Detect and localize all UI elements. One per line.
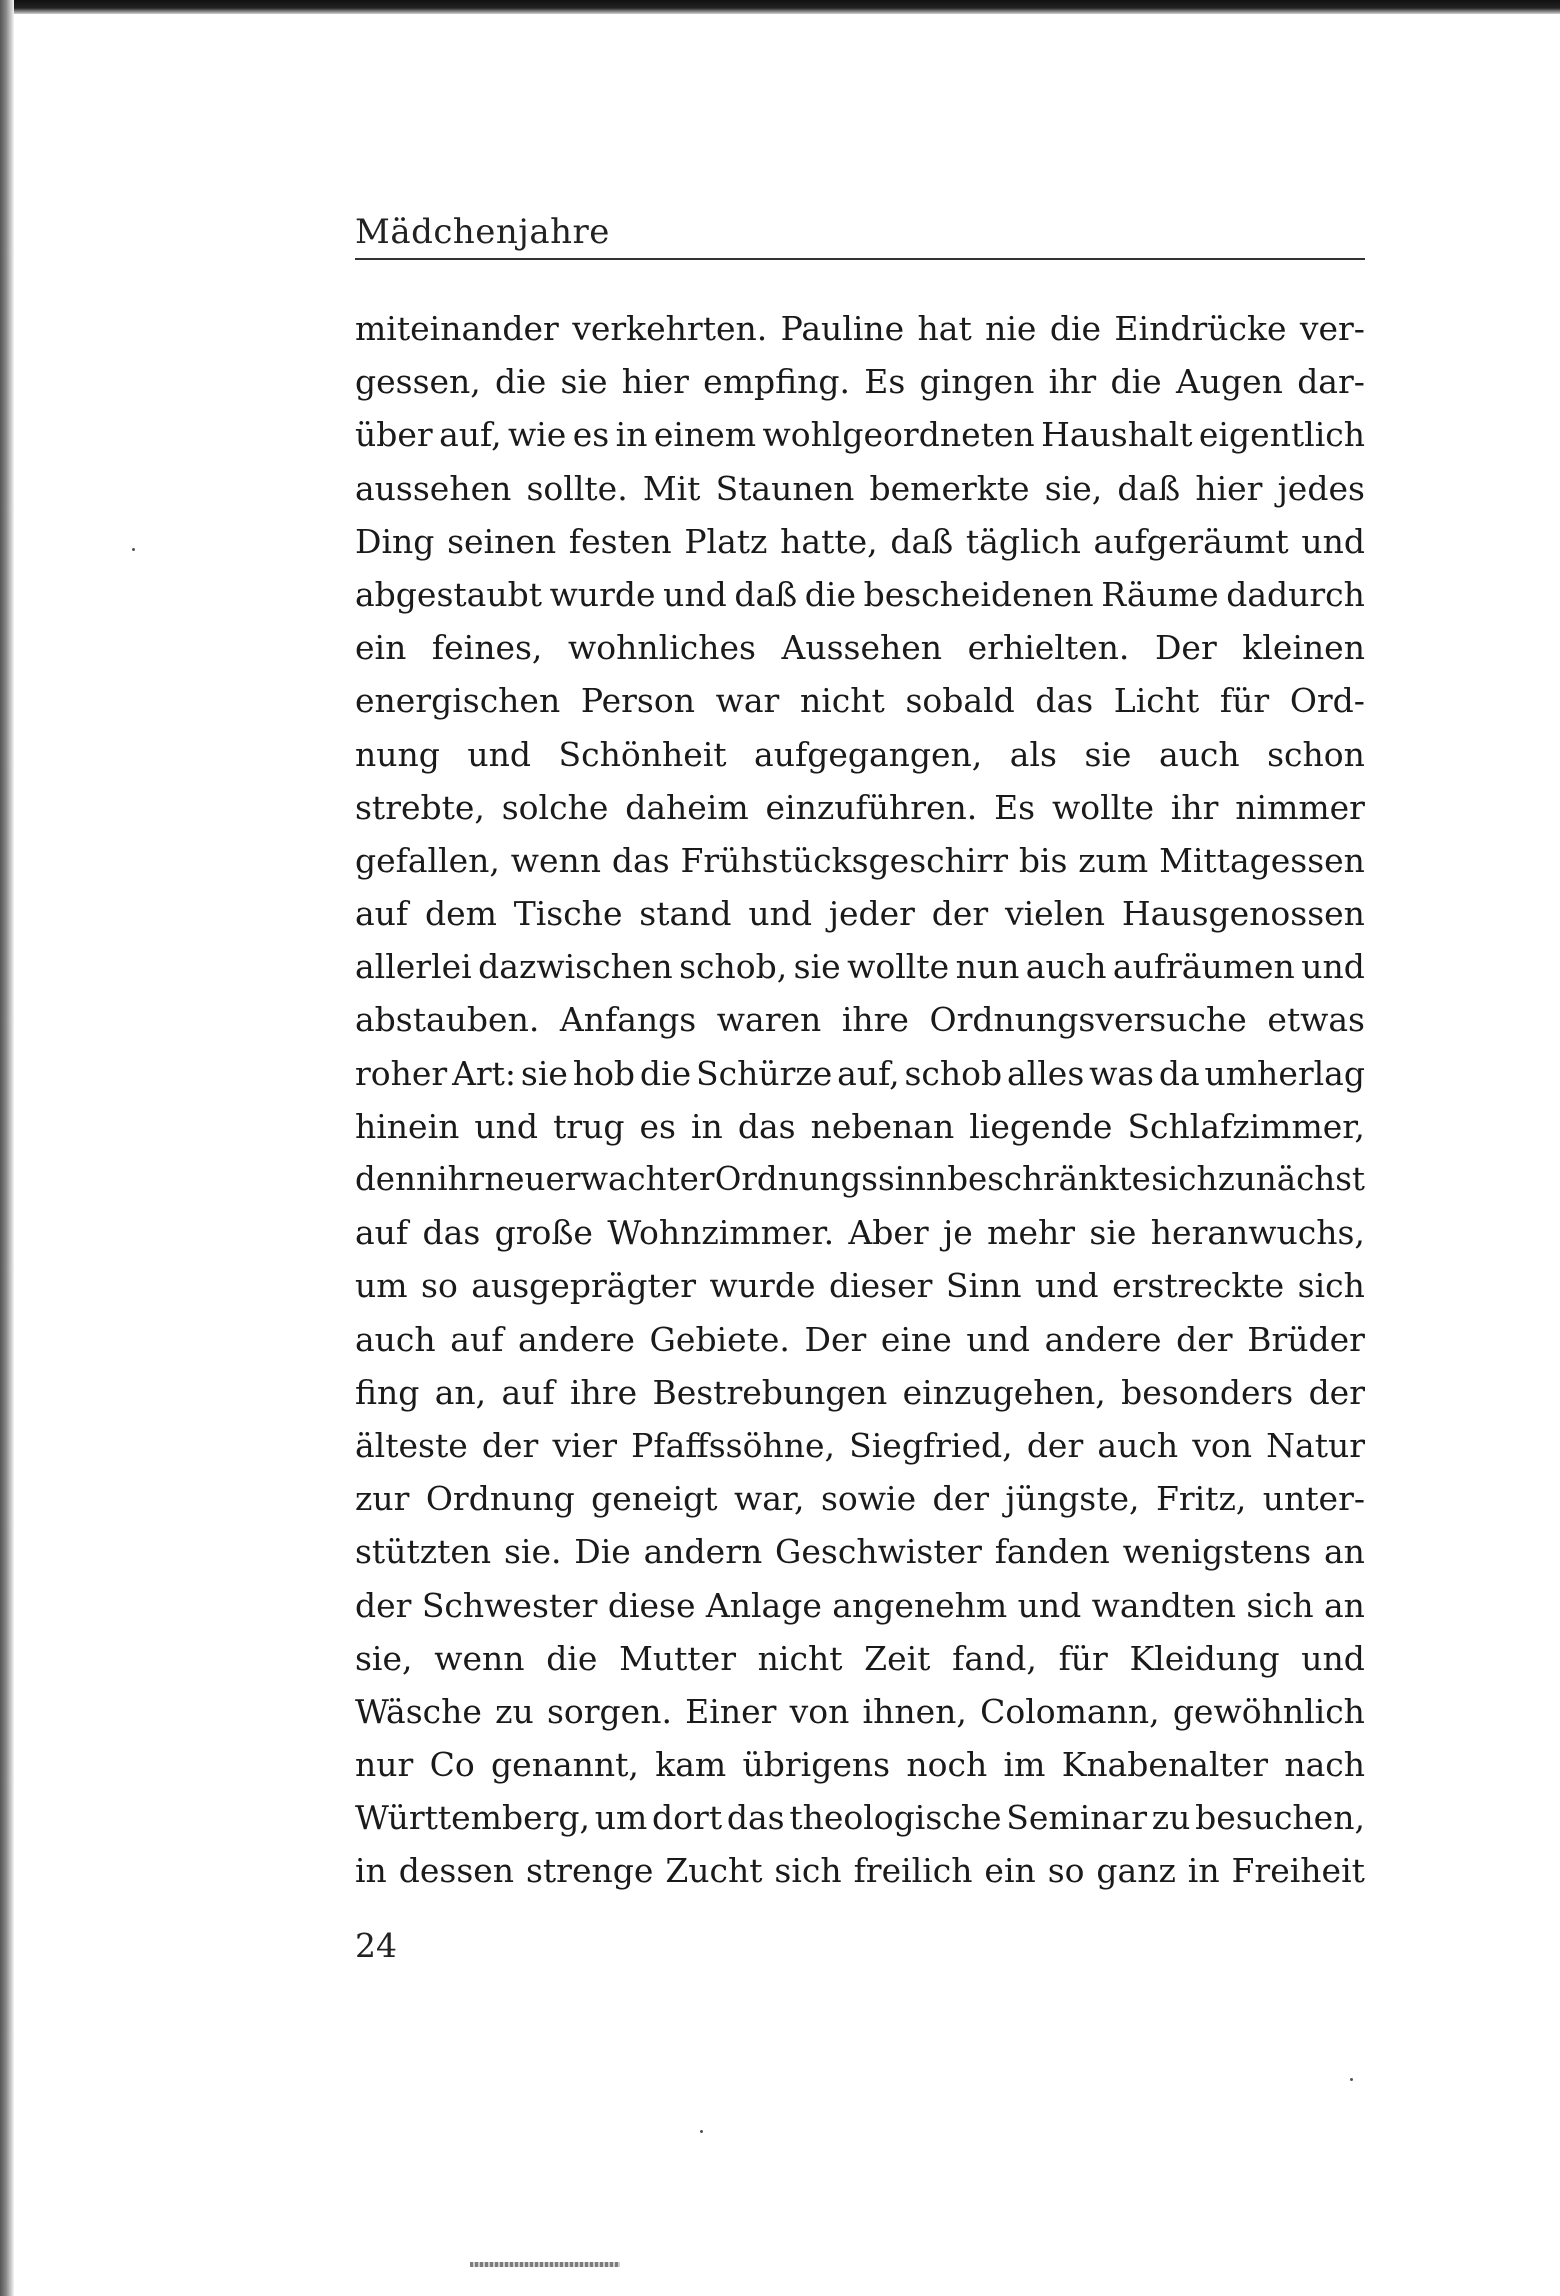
text-line: Wäsche zu sorgen. Einer von ihnen, Colomann, gewöhnlich (355, 1691, 1365, 1731)
text-line: abstauben. Anfangs waren ihre Ordnungsversuche etwas (355, 1000, 1365, 1040)
text-line: gessen, die sie hier empfing. Es gingen ihr die Augen dar- (355, 362, 1365, 402)
text-line: älteste der vier Pfaffssöhne, Siegfried, der auch von Natur (355, 1425, 1365, 1465)
page-number: 24 (355, 1926, 397, 1965)
text-line: auf das große Wohnzimmer. Aber je mehr sie heranwuchs, (355, 1213, 1365, 1253)
scan-top-edge (0, 0, 1560, 14)
text-line: abgestaubt wurde und daß die bescheidenen Räume dadurch (355, 574, 1365, 614)
text-line: strebte, solche daheim einzuführen. Es wollte ihr nimmer (355, 787, 1365, 827)
text-line: in dessen strenge Zucht sich freilich ein so ganz in Freiheit (355, 1851, 1365, 1891)
text-line: zur Ordnung geneigt war, sowie der jüngste, Fritz, unter- (355, 1479, 1365, 1519)
header-rule (355, 258, 1365, 260)
text-line: ein feines, wohnliches Aussehen erhielten. Der kleinen (355, 628, 1365, 668)
text-line: nur Co genannt, kam übrigens noch im Knabenalter nach (355, 1745, 1365, 1785)
scan-speck (132, 548, 135, 551)
text-line: aussehen sollte. Mit Staunen bemerkte sie, daß hier jedes (355, 468, 1365, 508)
scan-speck (700, 2130, 703, 2133)
running-head: Mädchenjahre (355, 212, 610, 252)
text-line: fing an, auf ihre Bestrebungen einzugehen, besonders der (355, 1372, 1365, 1412)
text-line: hinein und trug es in das nebenan liegende Schlafzimmer, (355, 1106, 1365, 1146)
text-line: nung und Schönheit aufgegangen, als sie auch schon (355, 734, 1365, 774)
text-line: über auf, wie es in einem wohlgeordneten Haushalt eigentlich (355, 415, 1365, 455)
text-line: allerlei dazwischen schob, sie wollte nun auch aufräumen und (355, 947, 1365, 987)
text-line: stützten sie. Die andern Geschwister fanden wenigstens an (355, 1532, 1365, 1572)
text-line: auf dem Tische stand und jeder der vielen Hausgenossen (355, 894, 1365, 934)
text-line: Ding seinen festen Platz hatte, daß täglich aufgeräumt und (355, 521, 1365, 561)
text-line: miteinander verkehrten. Pauline hat nie die Eindrücke ver- (355, 309, 1365, 348)
text-line: auch auf andere Gebiete. Der eine und andere der Brüder (355, 1319, 1365, 1359)
text-line: energischen Person war nicht sobald das Licht für Ord- (355, 681, 1365, 721)
scan-bottom-mark (470, 2262, 620, 2267)
body-text (355, 302, 1365, 1898)
text-line: der Schwester diese Anlage angenehm und wandten sich an (355, 1585, 1365, 1625)
scan-speck (1350, 2078, 1353, 2081)
text-line: um so ausgeprägter wurde dieser Sinn und erstreckte sich (355, 1266, 1365, 1306)
text-line: roher Art: sie hob die Schürze auf, schob alles was da umherlag (355, 1053, 1365, 1093)
text-line: gefallen, wenn das Frühstücksgeschirr bis zum Mittagessen (355, 840, 1365, 880)
text-line: sie, wenn die Mutter nicht Zeit fand, für Kleidung und (355, 1638, 1365, 1678)
text-line: Württemberg, um dort das theologische Seminar zu besuchen, (355, 1798, 1365, 1838)
scan-binding-shadow (0, 0, 14, 2296)
text-line: denn ihr neuerwachter Ordnungssinn beschränkte sich zunächst (355, 1160, 1365, 1198)
